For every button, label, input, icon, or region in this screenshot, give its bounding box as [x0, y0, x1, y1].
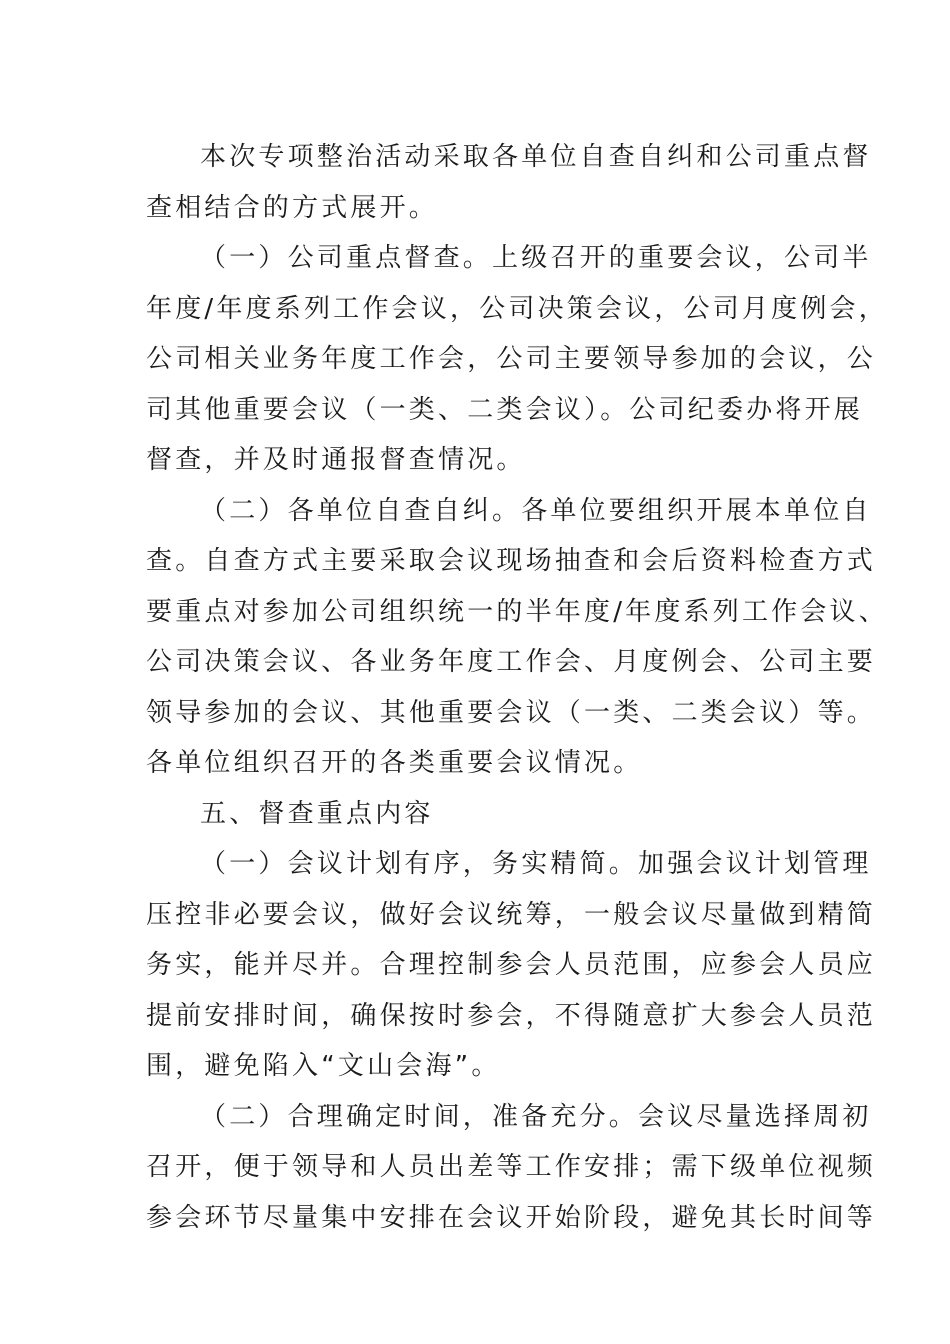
- paragraph-line: （一）会议计划有序，务实精简。加强会议计划管理: [200, 849, 872, 879]
- paragraph-line: 本次专项整治活动采取各单位自查自纠和公司重点督: [200, 142, 872, 172]
- paragraph-line: 召开，便于领导和人员出差等工作安排；需下级单位视频: [146, 1152, 877, 1182]
- paragraph-line: （二）合理确定时间，准备充分。会议尽量选择周初: [200, 1101, 872, 1132]
- paragraph-line: 各单位组织召开的各类重要会议情况。: [146, 748, 643, 778]
- paragraph-line: （二）各单位自查自纠。各单位要组织开展本单位自: [200, 495, 872, 526]
- paragraph-line: 查。自查方式主要采取会议现场抽查和会后资料检查方式: [146, 546, 877, 576]
- paragraph-line: 司其他重要会议（一类、二类会议）。公司纪委办将开展: [146, 394, 864, 425]
- document-body: [146, 132, 888, 1243]
- paragraph-line: 围，避免陷入“文山会海”。: [146, 1051, 501, 1081]
- paragraph-line: 要重点对参加公司组织统一的半年度/年度系列工作会议、: [146, 596, 888, 627]
- paragraph-line: 督查，并及时通报督查情况。: [146, 445, 526, 475]
- paragraph-line: 领导参加的会议、其他重要会议（一类、二类会议）等。: [146, 697, 877, 728]
- paragraph-line: 查相结合的方式展开。: [146, 192, 439, 223]
- paragraph-line: （一）公司重点督查。上级召开的重要会议，公司半: [200, 243, 872, 273]
- paragraph-line: 公司决策会议、各业务年度工作会、月度例会、公司主要: [146, 647, 877, 677]
- section-heading: 五、督查重点内容: [200, 798, 434, 829]
- paragraph-line: 年度/年度系列工作会议，公司决策会议，公司月度例会，: [146, 293, 888, 324]
- paragraph-line: 公司相关业务年度工作会，公司主要领导参加的会议，公: [146, 344, 877, 374]
- paragraph-line: 务实，能并尽并。合理控制参会人员范围，应参会人员应: [146, 950, 877, 980]
- paragraph-line: 提前安排时间，确保按时参会，不得随意扩大参会人员范: [146, 1000, 877, 1031]
- paragraph-line: 压控非必要会议，做好会议统筹，一般会议尽量做到精简: [146, 899, 877, 930]
- paragraph-line: 参会环节尽量集中安排在会议开始阶段，避免其长时间等: [146, 1202, 877, 1233]
